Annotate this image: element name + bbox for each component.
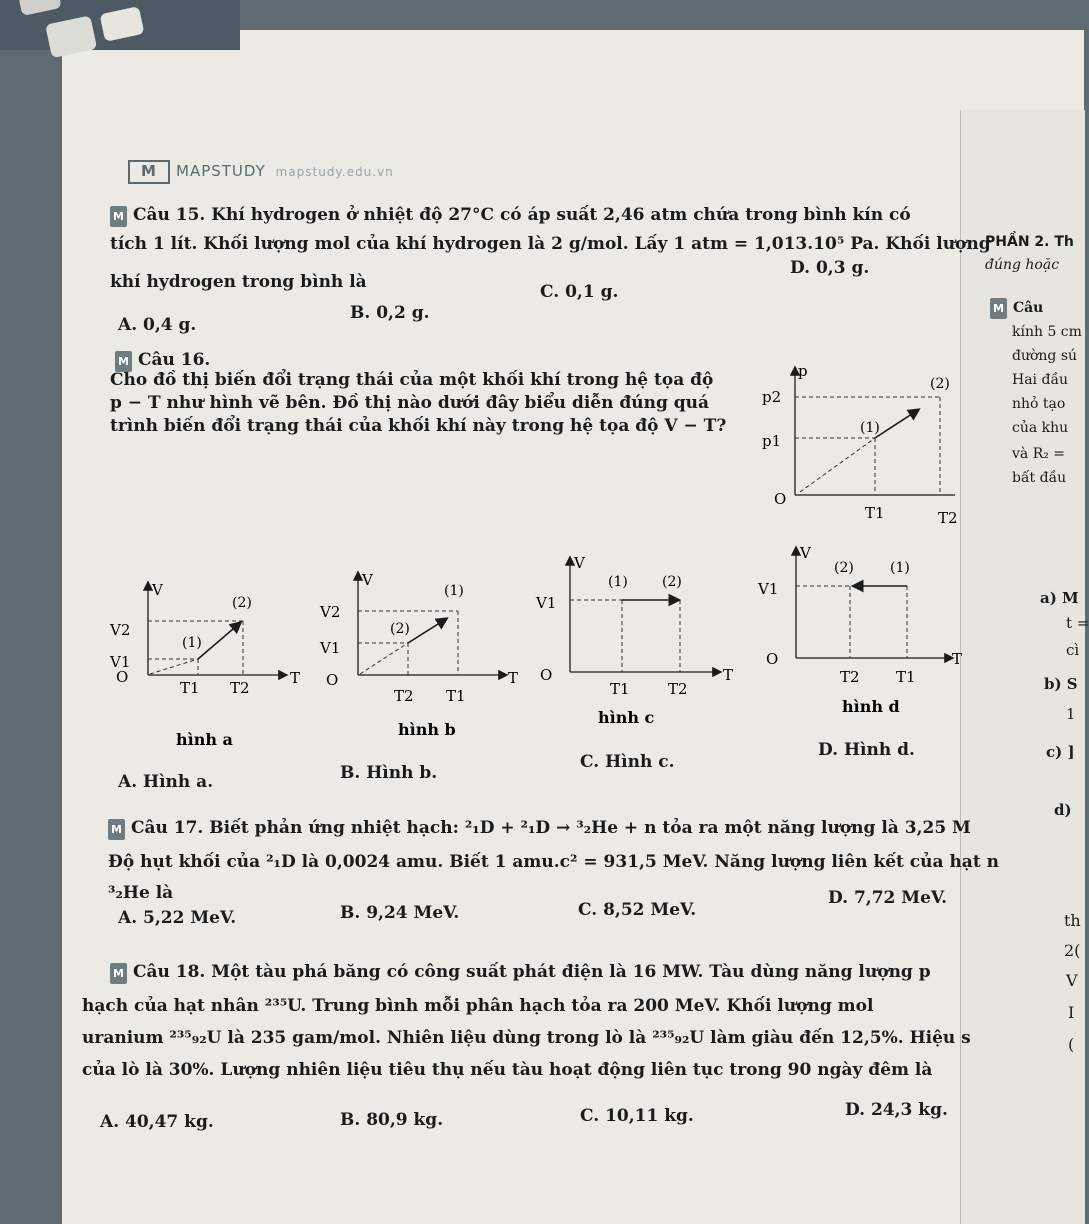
fig-b-x1: T2 bbox=[394, 687, 414, 705]
fig-a-x1: T1 bbox=[180, 679, 200, 697]
ml-logo-icon: M bbox=[115, 351, 132, 372]
right-line-3: Hai đầu bbox=[1012, 372, 1069, 388]
fig-b-x-label: T bbox=[508, 669, 519, 687]
fig-c-x2: T2 bbox=[668, 680, 688, 698]
fig-d-x1: T2 bbox=[840, 668, 860, 686]
q17-line3: ³₂He là bbox=[108, 883, 174, 903]
fig-b-y-label: V bbox=[362, 571, 373, 589]
fig-a-y-low: V1 bbox=[110, 653, 131, 671]
right-item-t: t = bbox=[1066, 614, 1089, 632]
p2-label: p2 bbox=[762, 388, 782, 406]
q15-option-b[interactable]: B. 0,2 g. bbox=[350, 303, 430, 323]
fig-b-state2: (2) bbox=[390, 621, 410, 637]
brand-logo: M bbox=[128, 160, 170, 184]
fig-d-state1: (2) bbox=[834, 560, 854, 576]
fig-a bbox=[108, 575, 308, 750]
q15-line2: tích 1 lít. Khối lượng mol của khí hydrogen là 2 g/mol. Lấy 1 atm = 1,013.10⁵ Pa. Khối lượng bbox=[110, 234, 991, 254]
brand-header bbox=[128, 160, 394, 184]
q18-option-d[interactable]: D. 24,3 kg. bbox=[845, 1100, 948, 1120]
fig-c-x1: T1 bbox=[610, 680, 630, 698]
q17-option-a[interactable]: A. 5,22 MeV. bbox=[118, 908, 237, 928]
right-bottom-2: 2( bbox=[1064, 941, 1081, 960]
fig-b bbox=[318, 565, 528, 745]
right-item-1: 1 bbox=[1066, 705, 1076, 723]
fig-c-caption: hình c bbox=[598, 708, 655, 727]
fig-a-state1: (1) bbox=[182, 635, 202, 651]
fig-a-x2: T2 bbox=[230, 679, 250, 697]
q15-head: M Câu 15. Khí hydrogen ở nhiệt độ 27°C có áp suất 2,46 atm chứa trong bình kín có bbox=[110, 205, 911, 227]
q17-line2: Độ hụt khối của ²₁D là 0,0024 amu. Biết 1 amu.c² = 931,5 MeV. Năng lượng liên kết của hạt n bbox=[108, 852, 999, 872]
origin-line bbox=[800, 438, 875, 492]
q15-option-a[interactable]: A. 0,4 g. bbox=[118, 315, 197, 335]
right-part-sub: đúng hoặc bbox=[985, 257, 1060, 273]
q15-line3: khí hydrogen trong bình là bbox=[110, 272, 367, 292]
fig-d-state2: (1) bbox=[890, 560, 910, 576]
t1-label: T1 bbox=[865, 504, 885, 522]
p-axis-label: p bbox=[798, 362, 808, 380]
right-item-a: a) M bbox=[1040, 589, 1079, 607]
right-item-b: b) S bbox=[1044, 675, 1078, 693]
fig-d bbox=[752, 540, 972, 720]
q16-option-d[interactable]: D. Hình d. bbox=[818, 740, 915, 760]
ml-logo-icon: M bbox=[990, 298, 1007, 319]
right-line-6: và R₂ = bbox=[1012, 446, 1066, 462]
q16-title: M Câu 16. bbox=[115, 350, 210, 372]
q16-option-a[interactable]: A. Hình a. bbox=[118, 772, 214, 792]
ml-logo-icon: M bbox=[108, 819, 125, 840]
q18-line2: hạch của hạt nhân ²³⁵U. Trung bình mỗi phân hạch tỏa ra 200 MeV. Khối lượng mol bbox=[82, 996, 874, 1016]
right-bottom-1: th bbox=[1064, 911, 1081, 930]
right-bottom-3: V bbox=[1066, 971, 1078, 990]
ml-logo-icon: M bbox=[110, 206, 127, 227]
state1-label: (1) bbox=[860, 420, 880, 436]
fig-c-origin: O bbox=[540, 666, 553, 684]
right-part-title: PHẦN 2. Th bbox=[985, 234, 1074, 250]
origin-label: O bbox=[774, 490, 787, 508]
brand-subtitle: mapstudy.edu.vn bbox=[275, 165, 394, 179]
q17-option-c[interactable]: C. 8,52 MeV. bbox=[578, 900, 697, 920]
fig-c-y-top: V1 bbox=[536, 594, 557, 612]
q15-option-c[interactable]: C. 0,1 g. bbox=[540, 282, 619, 302]
right-line-1: kính 5 cm bbox=[1012, 324, 1082, 340]
right-item-ci: cì bbox=[1066, 641, 1080, 659]
fig-a-state2: (2) bbox=[232, 595, 252, 611]
fig-a-origin: O bbox=[116, 668, 129, 686]
fig-b-y-low: V1 bbox=[320, 639, 341, 657]
right-line-7: bất đầu bbox=[1012, 470, 1067, 486]
q18-option-a[interactable]: A. 40,47 kg. bbox=[100, 1112, 214, 1132]
t2-label: T2 bbox=[938, 509, 958, 527]
fig-c bbox=[530, 548, 745, 728]
q16-line2: p − T như hình vẽ bên. Đồ thị nào dưới đây biểu diễn đúng quá bbox=[110, 393, 710, 413]
ml-logo-icon: M bbox=[110, 963, 127, 984]
q17-option-b[interactable]: B. 9,24 MeV. bbox=[340, 903, 460, 923]
right-line-4: nhỏ tạo bbox=[1012, 396, 1066, 412]
calculator-keys bbox=[0, 0, 240, 90]
q16-line1: Cho đồ thị biến đổi trạng thái của một khối khí trong hệ tọa độ bbox=[110, 370, 714, 390]
fig-a-y-top: V2 bbox=[110, 621, 131, 639]
right-bottom-4: I bbox=[1068, 1003, 1075, 1022]
fig-a-caption: hình a bbox=[176, 730, 233, 749]
fig-b-state1: (1) bbox=[444, 583, 464, 599]
fig-d-x2: T1 bbox=[896, 668, 916, 686]
fig-b-caption: hình b bbox=[398, 720, 456, 739]
q16-option-c[interactable]: C. Hình c. bbox=[580, 752, 675, 772]
right-bottom-5: ( bbox=[1068, 1035, 1075, 1054]
fig-c-x-label: T bbox=[723, 666, 734, 684]
fig-d-origin: O bbox=[766, 650, 779, 668]
q17-reaction: ²₁D + ²₁D → ³₂He + n tỏa ra một năng lượng là 3,25 M bbox=[464, 818, 971, 838]
fig-c-state2: (2) bbox=[662, 574, 682, 590]
main-pt-graph bbox=[740, 360, 970, 530]
q18-line4: của lò là 30%. Lượng nhiên liệu tiêu thụ nếu tàu hoạt động liên tục trong 90 ngày đêm là bbox=[82, 1060, 933, 1080]
fig-b-x2: T1 bbox=[446, 687, 466, 705]
brand-name: MAPSTUDY bbox=[176, 162, 266, 180]
fig-c-state1: (1) bbox=[608, 574, 628, 590]
fig-a-y-label: V bbox=[152, 581, 163, 599]
q18-option-c[interactable]: C. 10,11 kg. bbox=[580, 1106, 694, 1126]
fig-b-origin: O bbox=[326, 671, 339, 689]
process-arrow bbox=[875, 410, 918, 438]
q16-option-b[interactable]: B. Hình b. bbox=[340, 763, 438, 783]
q17-option-d[interactable]: D. 7,72 MeV. bbox=[828, 888, 948, 908]
fig-b-y-top: V2 bbox=[320, 603, 341, 621]
q15-option-d[interactable]: D. 0,3 g. bbox=[790, 258, 870, 278]
right-item-d: d) bbox=[1054, 801, 1072, 819]
fig-d-x-label: T bbox=[952, 650, 963, 668]
right-line-2: đường sú bbox=[1012, 348, 1078, 364]
p1-label: p1 bbox=[762, 432, 782, 450]
right-page bbox=[960, 110, 1085, 1224]
fig-a-x-label: T bbox=[290, 669, 301, 687]
q16-line3: trình biến đổi trạng thái của khối khí này trong hệ tọa độ V − T? bbox=[110, 416, 727, 436]
q17-head: M Câu 17. Biết phản ứng nhiệt hạch: ²₁D + ²₁D → ³₂He + n tỏa ra một năng lượng là 3,25 M bbox=[108, 818, 971, 840]
fig-d-y-label: V bbox=[800, 544, 811, 562]
fig-d-caption: hình d bbox=[842, 697, 900, 716]
q18-head: M Câu 18. Một tàu phá băng có công suất phát điện là 16 MW. Tàu dùng năng lượng p bbox=[110, 962, 931, 984]
right-item-c: c) ] bbox=[1046, 743, 1075, 761]
fig-c-y-label: V bbox=[574, 554, 585, 572]
right-cau: M Câu bbox=[990, 298, 1043, 319]
fig-d-y-top: V1 bbox=[758, 580, 779, 598]
state2-label: (2) bbox=[930, 376, 950, 392]
q18-option-b[interactable]: B. 80,9 kg. bbox=[340, 1110, 444, 1130]
right-line-5: của khu bbox=[1012, 420, 1069, 436]
q18-line3: uranium ²³⁵₉₂U là 235 gam/mol. Nhiên liệu dùng trong lò là ²³⁵₉₂U làm giàu đến 12,5%. Hiệu s bbox=[82, 1028, 971, 1048]
